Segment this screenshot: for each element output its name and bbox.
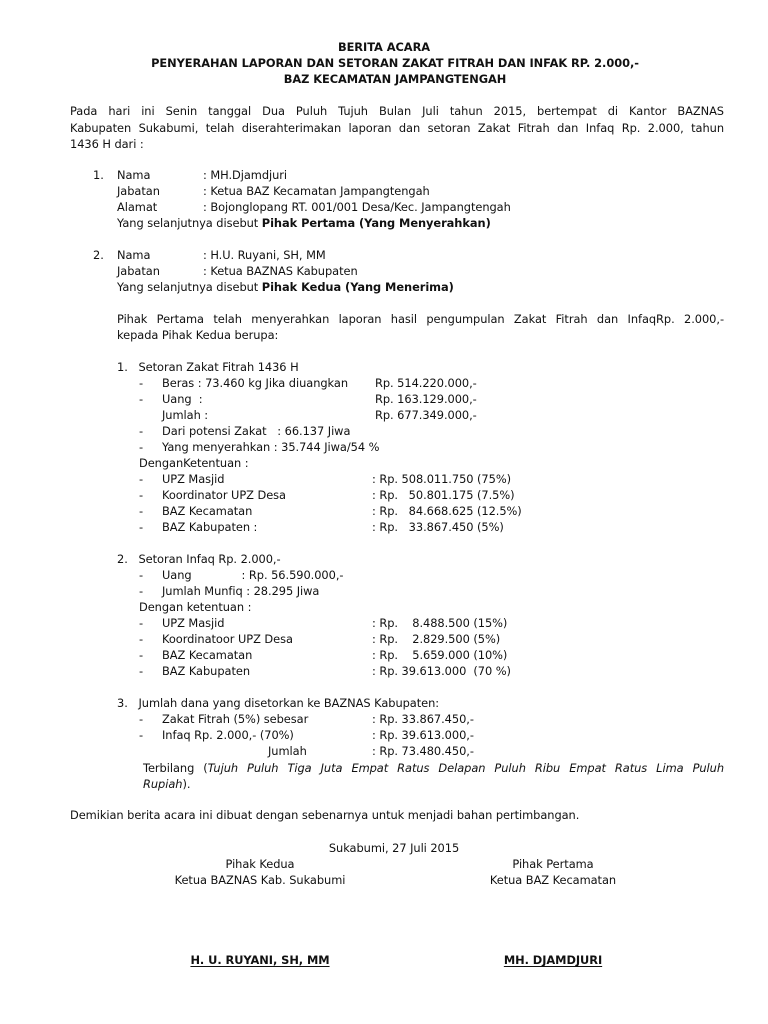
bullet: - [139, 648, 144, 662]
section1-item-label: BAZ Kecamatan [162, 504, 253, 518]
right-signer-role: Pihak Pertama [512, 857, 594, 871]
party2-nama-value: : H.U. Ruyani, SH, MM [203, 248, 326, 262]
right-signer-name: MH. DJAMDJURI [503, 953, 603, 967]
section3-jumlah-value: : Rp. 73.480.450,- [372, 744, 474, 758]
party2-jabatan-label: Jabatan [117, 264, 160, 278]
party1-description [117, 216, 491, 230]
beras-label: Beras : 73.460 kg Jika diuangkan [162, 376, 348, 390]
intro-line-3: 1436 H dari : [70, 137, 144, 151]
party1-desc-prefix: Yang selanjutnya disebut [117, 216, 262, 230]
bullet: - [139, 424, 144, 438]
section1-item-value: : Rp. 84.668.625 (12.5%) [372, 504, 522, 518]
party2-jabatan-value: : Ketua BAZNAS Kabupaten [203, 264, 358, 278]
yang-menyerahkan: Yang menyerahkan : 35.744 Jiwa/54 % [162, 440, 380, 454]
terbilang-words: Tujuh Puluh Tiga Juta Empat Ratus Delapan Puluh Ribu Empat Ratus Lima Puluh [207, 761, 725, 775]
party1-jabatan-label: Jabatan [117, 184, 160, 198]
section1-item-label: UPZ Masjid [162, 472, 225, 486]
party2-nama-label: Nama [117, 248, 151, 262]
section2-item-value: : Rp. 2.829.500 (5%) [372, 632, 501, 646]
section3-item-value: : Rp. 33.867.450,- [372, 712, 474, 726]
place-date: Sukabumi, 27 Juli 2015 [328, 841, 460, 855]
party2-desc-prefix: Yang selanjutnya disebut [117, 280, 262, 294]
right-signer-title: Ketua BAZ Kecamatan [489, 873, 617, 887]
section2-item-value: : Rp. 5.659.000 (10%) [372, 648, 508, 662]
bullet: - [139, 568, 144, 582]
bullet: - [139, 376, 144, 390]
section2-item-value: : Rp. 8.488.500 (15%) [372, 616, 508, 630]
bullet: - [139, 712, 144, 726]
terbilang-prefix: Terbilang ( [143, 761, 208, 775]
section3-heading: 3. Jumlah dana yang disetorkan ke BAZNAS Kabupaten: [117, 696, 440, 710]
section2-heading: 2. Setoran Infaq Rp. 2.000,- [117, 552, 281, 566]
bullet: - [139, 392, 144, 406]
party1-alamat-value: : Bojonglopang RT. 001/001 Desa/Kec. Jampangtengah [203, 200, 511, 214]
section2-ketentuan: Dengan ketentuan : [139, 600, 252, 614]
statement-line-1: Pihak Pertama telah menyerahkan laporan hasil pengumpulan Zakat Fitrah dan InfaqRp. 2.000,- [117, 312, 724, 326]
beras-value: Rp. 514.220.000,- [375, 376, 477, 390]
terbilang-suffix: ). [182, 777, 191, 791]
intro-line-2: Kabupaten Sukabumi, telah diserahterimakan laporan dan setoran Zakat Fitrah dan Infaq Rp. 2.000, tahun [70, 121, 724, 135]
section1-item-label: BAZ Kabupaten : [162, 520, 258, 534]
party2-description [117, 280, 454, 294]
section1-ketentuan: DenganKetentuan : [139, 456, 249, 470]
bullet: - [139, 504, 144, 518]
bullet: - [139, 728, 144, 742]
uang-value: Rp. 163.129.000,- [375, 392, 477, 406]
uang-label: Uang : [162, 392, 203, 406]
section3-item-value: : Rp. 39.613.000,- [372, 728, 474, 742]
infaq-uang: Uang : Rp. 56.590.000,- [162, 568, 344, 582]
bullet: - [139, 632, 144, 646]
section3-item-label: Infaq Rp. 2.000,- (70%) [162, 728, 294, 742]
terbilang-line-2 [143, 777, 190, 791]
left-signer-title: Ketua BAZNAS Kab. Sukabumi [174, 873, 346, 887]
potensi-zakat: Dari potensi Zakat : 66.137 Jiwa [162, 424, 351, 438]
statement-line-2: kepada Pihak Kedua berupa: [117, 328, 279, 342]
section2-item-value: : Rp. 39.613.000 (70 %) [372, 664, 511, 678]
section1-item-value: : Rp. 33.867.450 (5%) [372, 520, 504, 534]
jumlah-munfiq: Jumlah Munfiq : 28.295 Jiwa [162, 584, 320, 598]
party1-jabatan-value: : Ketua BAZ Kecamatan Jampangtengah [203, 184, 430, 198]
bullet: - [139, 488, 144, 502]
section3-item-label: Zakat Fitrah (5%) sebesar [162, 712, 309, 726]
section2-item-label: BAZ Kecamatan [162, 648, 253, 662]
document-subtitle: PENYERAHAN LAPORAN DAN SETORAN ZAKAT FITRAH DAN INFAK RP. 2.000,- [151, 56, 639, 70]
section1-heading: 1. Setoran Zakat Fitrah 1436 H [117, 360, 299, 374]
closing-statement: Demikian berita acara ini dibuat dengan sebenarnya untuk menjadi bahan pertimbangan. [70, 808, 580, 822]
intro-line-1: Pada hari ini Senin tanggal Dua Puluh Tujuh Bulan Juli tahun 2015, bertempat di Kantor BAZNAS [70, 104, 724, 118]
bullet: - [139, 584, 144, 598]
bullet: - [139, 520, 144, 534]
section1-item-label: Koordinator UPZ Desa [162, 488, 286, 502]
left-signer-role: Pihak Kedua [225, 857, 295, 871]
party1-alamat-label: Alamat [117, 200, 158, 214]
section3-jumlah-label: Jumlah [268, 744, 307, 758]
party1-number: 1. [93, 168, 104, 182]
section2-item-label: UPZ Masjid [162, 616, 225, 630]
party1-nama-label: Nama [117, 168, 151, 182]
section1-item-value: : Rp. 508.011.750 (75%) [372, 472, 511, 486]
section2-item-label: Koordinatoor UPZ Desa [162, 632, 293, 646]
document-title: BERITA ACARA [337, 40, 431, 54]
section2-item-label: BAZ Kabupaten [162, 664, 250, 678]
bullet: - [139, 440, 144, 454]
party1-desc-bold: Pihak Pertama (Yang Menyerahkan) [261, 216, 491, 230]
jumlah-label: Jumlah : [162, 408, 209, 422]
bullet: - [139, 664, 144, 678]
jumlah-value: Rp. 677.349.000,- [375, 408, 477, 422]
bullet: - [139, 472, 144, 486]
document-subtitle-2: BAZ KECAMATAN JAMPANGTENGAH [283, 72, 507, 86]
section1-item-value: : Rp. 50.801.175 (7.5%) [372, 488, 515, 502]
party1-nama-value: : MH.Djamdjuri [203, 168, 288, 182]
bullet: - [139, 616, 144, 630]
party2-desc-bold: Pihak Kedua (Yang Menerima) [261, 280, 454, 294]
left-signer-name: H. U. RUYANI, SH, MM [190, 953, 330, 967]
terbilang-line-1 [143, 761, 724, 775]
terbilang-rupiah: Rupiah [143, 777, 183, 791]
party2-number: 2. [93, 248, 104, 262]
